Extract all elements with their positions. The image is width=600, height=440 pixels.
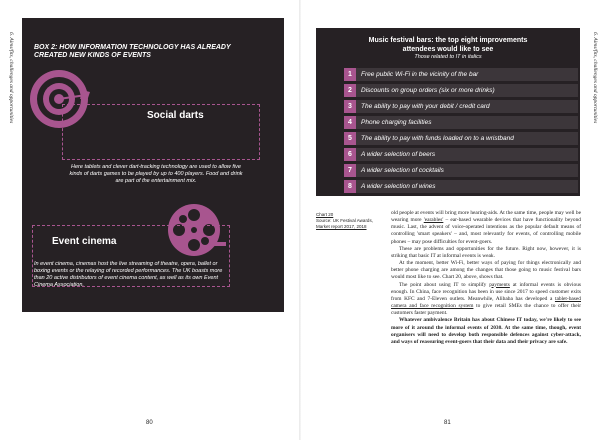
paragraph bbox=[391, 282, 581, 318]
list-item bbox=[344, 180, 578, 193]
festival-bars-box bbox=[316, 28, 580, 196]
text-run: At the moment, better Wi-Fi, better ways of paying for things electronically and better phone charging are among the changes that those going to music festival bars would most like to see. Chart 20, above, shows that. bbox=[391, 260, 581, 281]
paragraph bbox=[391, 317, 581, 346]
list-item bbox=[344, 164, 578, 177]
earables-link[interactable]: 'earables' bbox=[423, 217, 444, 224]
body-text bbox=[391, 210, 581, 346]
source-line: Source: UK Festival Awards, bbox=[316, 218, 373, 223]
item-number: 7 bbox=[344, 164, 356, 177]
text-run: – ear-based wearable devices that have functionality beyond music. Last, the advent of voice-operated intentions as the popular default means of controlling 'smart speakers' – and, most relevantly for events, of controlling mobile phones – may pose difficulties for event-goers. bbox=[391, 217, 582, 245]
source-chart-label[interactable]: Chart 20 bbox=[316, 212, 334, 217]
page-gutter bbox=[299, 0, 301, 440]
source-report-link[interactable]: Market report 2017, 2018 bbox=[316, 224, 367, 229]
list-item bbox=[344, 100, 578, 113]
darts-title: Social darts bbox=[147, 110, 204, 121]
running-head-right: 6. Aims/fits, challenges and opportunities bbox=[592, 32, 598, 124]
cinema-description: In event cinema, cinemas host the live streaming of theatre, opera, ballet or boxing events or the relaying of recorded performances. The UK boasts more than 20 active distributors of event cinema content, as well as its own Event Cinema Association. bbox=[34, 261, 223, 288]
list-item bbox=[344, 68, 578, 81]
list-item bbox=[344, 148, 578, 161]
text-run: at informal events is obvious enough. In China, face recognition has been in use since 2017 to speed customer exits from KFC and 7-Eleven outlets. Meanwhile, Alibaba has developed a bbox=[391, 281, 581, 302]
list-item bbox=[344, 84, 578, 97]
festival-box-title bbox=[316, 36, 580, 54]
item-text: Phone charging facilities bbox=[361, 119, 432, 126]
page-number-right: 81 bbox=[444, 420, 451, 426]
payments-link[interactable]: payments bbox=[489, 281, 510, 288]
item-text: A wider selection of beers bbox=[361, 151, 436, 158]
item-text: A wider selection of cocktails bbox=[361, 167, 444, 174]
item-text: A wider selection of wines bbox=[361, 183, 436, 190]
item-number: 4 bbox=[344, 116, 356, 129]
item-number: 3 bbox=[344, 100, 356, 113]
text-run: old people at events will bring more hearing-aids. At the same time, people may well be wearing more bbox=[391, 210, 581, 224]
list-item bbox=[344, 116, 578, 129]
paragraph bbox=[391, 210, 581, 246]
festival-title-line2: attendees would like to see bbox=[402, 46, 494, 53]
chart-source bbox=[316, 212, 386, 230]
darts-description: Here tablets and clever dart-tracking technology are used to allow five kinds of darts games to be played by up to 400 players. Food and drink are part of the entertainment mix. bbox=[69, 164, 243, 184]
festival-title-line1: Music festival bars: the top eight improvements bbox=[368, 37, 528, 44]
paragraph: These are problems and opportunities for the future. Right now, however, it is striking that basic IT at informal events is weak. bbox=[391, 245, 581, 259]
text-run: to give retail SMEs the chance to offer their customers faster payment. bbox=[391, 303, 581, 317]
paragraph bbox=[391, 260, 581, 281]
list-item bbox=[344, 132, 578, 145]
box-title: BOX 2: HOW INFORMATION TECHNOLOGY HAS ALREADY CREATED NEW KINDS OF EVENTS bbox=[34, 44, 231, 59]
cinema-title: Event cinema bbox=[52, 236, 117, 247]
face-recognition-link[interactable]: tablet-based camera and face recognition system bbox=[391, 295, 581, 310]
item-text: The ability to pay with your debit / credit card bbox=[361, 103, 490, 110]
item-text: The ability to pay with funds loaded on to a wristband bbox=[361, 135, 514, 142]
item-number: 2 bbox=[344, 84, 356, 97]
info-box-left bbox=[22, 18, 284, 312]
festival-box-subtitle: Those related to IT in italics bbox=[414, 54, 482, 60]
item-number: 5 bbox=[344, 132, 356, 145]
item-number: 8 bbox=[344, 180, 356, 193]
running-head-left: 6. Aims/fits, challenges and opportunities bbox=[8, 32, 14, 124]
text-run: The point about using IT to simplify bbox=[399, 281, 490, 288]
page-number-left: 80 bbox=[146, 420, 153, 426]
item-text: Free public Wi-Fi in the vicinity of the bar bbox=[361, 71, 479, 78]
item-text: Discounts on group orders (six or more drinks) bbox=[361, 87, 495, 94]
text-run: Whatever ambivalence Britain has about Chinese IT today, we're likely to see more of it around the informal events of 2030. At the same time, though, event organisers will need to develop both responsible defences against cyber-attack, and ways of reassuring event-goers that their data and their privacy are safe. bbox=[391, 317, 581, 345]
item-number: 6 bbox=[344, 148, 356, 161]
item-number: 1 bbox=[344, 68, 356, 81]
